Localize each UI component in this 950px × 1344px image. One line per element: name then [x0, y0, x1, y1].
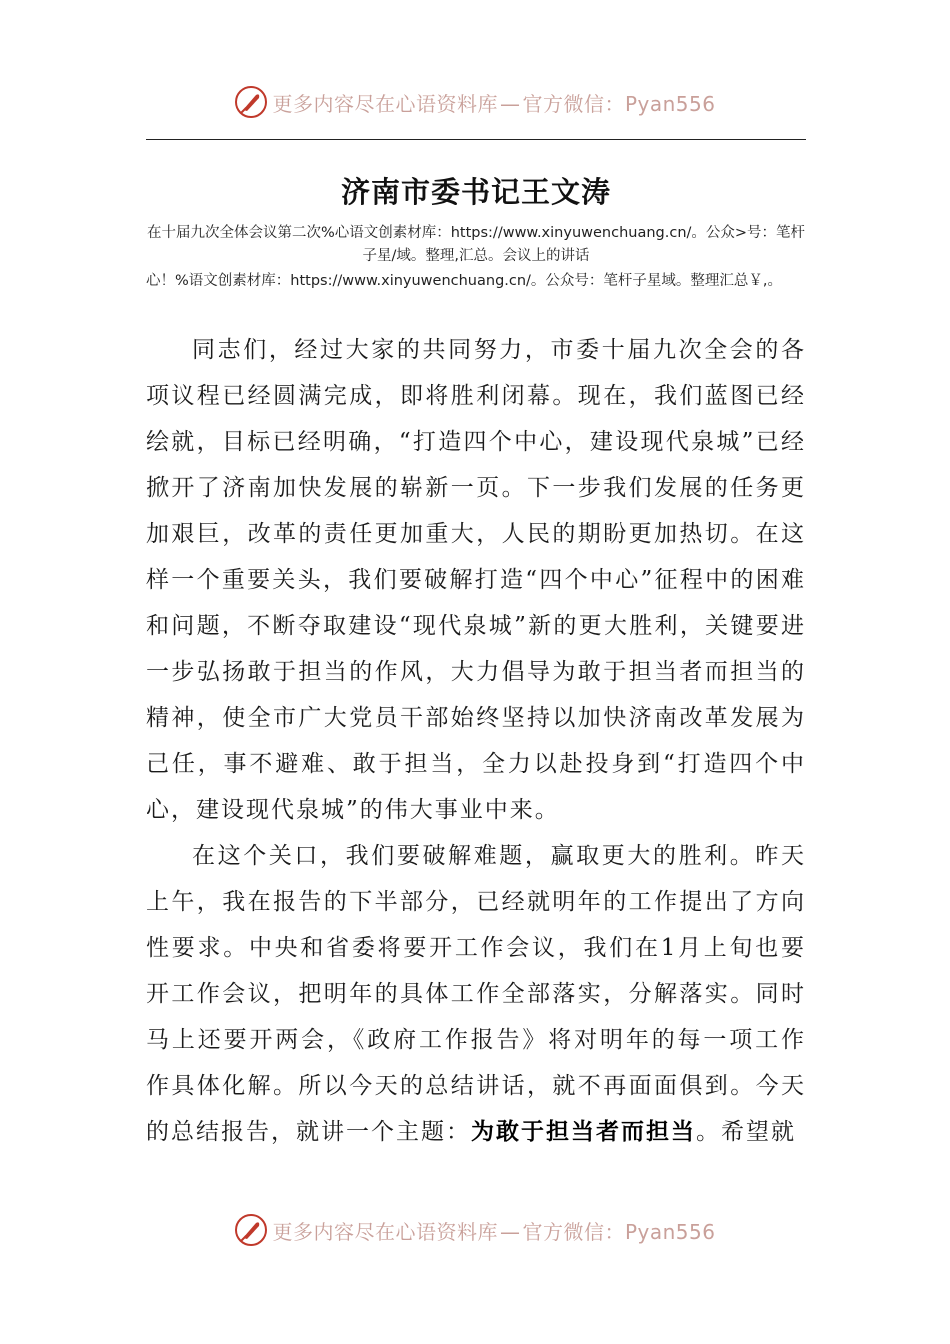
feather-pen-logo-icon [234, 1213, 268, 1247]
feather-pen-logo-icon [234, 85, 268, 119]
paragraph-2: 在这个关口，我们要破解难题，赢取更大的胜利。昨天上午，我在报告的下半部分，已经就明年的工作提出了方向性要求。中央和省委将要开工作会议，我们在1月上旬也要开工作会议，把明年的具体工作全部落实，分解落实。同时马上还要开两会，《政府工作报告》将对明年的每一项工作作具体化解。所以今天的总结讲话，就不再面面俱到。今天的总结报告，就讲一个主题：为敢于担当者而担当。希望就 [146, 843, 806, 1145]
document-title: 济南市委书记王文涛 [340, 175, 611, 209]
banner-text: 更多内容尽在心语资料库 — 官方微信：Pyan556 [272, 1219, 716, 1244]
document-subtitle: 在十届九次全体会议第二次%心语文创素材库：https://www.xinyuwenchuang.cn/。公众>号：笔杆子星/域。整理,汇总。会议上的讲话 [146, 225, 806, 264]
header-banner [0, 82, 950, 122]
banner-text: 更多内容尽在心语资料库 — 官方微信：Pyan556 [272, 91, 716, 116]
footer-banner [0, 1210, 950, 1250]
paragraph-1: 同志们，经过大家的共同努力，市委十届九次全会的各项议程已经圆满完成，即将胜利闭幕。现在，我们蓝图已经绘就，目标已经明确，“打造四个中心，建设现代泉城”已经掀开了济南加快发展的崭新一页。下一步我们发展的任务更加艰巨，改革的责任更加重大，人民的期盼更加热切。在这样一个重要关头，我们要破解打造“四个中心”征程中的困难和问题，不断夺取建设“现代泉城”新的更大胜利，关键要进一步弘扬敢于担当的作风，大力倡导为敢于担当者而担当的精神，使全市广大党员干部始终坚持以加快济南改革发展为己任，事不避难、敢于担当，全力以赴投身到“打造四个中心，建设现代泉城”的伟大事业中来。 [146, 337, 806, 823]
header-divider [146, 139, 806, 140]
document-note: 心！%语文创素材库：https://www.xinyuwenchuang.cn/。公众号：笔杆子星域。整理汇总￥,。 [146, 273, 783, 289]
theme-emphasis: 为敢于担当者而担当 [471, 1118, 696, 1145]
document-body [146, 327, 806, 1155]
